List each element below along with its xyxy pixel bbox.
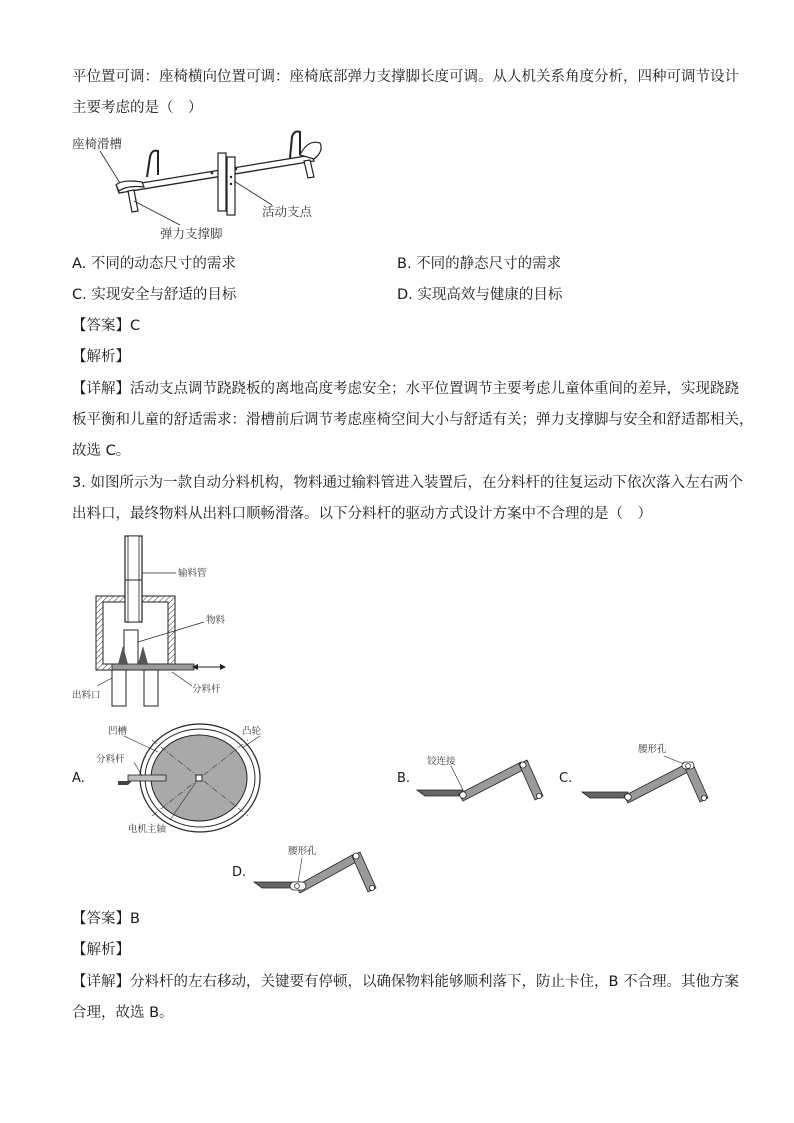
q2-option-d: D. 实现高效与健康的目标	[397, 287, 563, 303]
q2-option-c: C. 实现安全与舒适的目标	[72, 287, 237, 303]
slot-hole-label-c: 腰形孔	[638, 744, 667, 755]
choice-d-letter: D.	[232, 865, 247, 880]
slot-hole-label-d: 腰形孔	[288, 846, 317, 857]
cam-label: 凸轮	[242, 726, 262, 737]
q3-stem-line-2: 出料口，最终物料从出料口顺畅滑落。以下分料杆的驱动方式设计方案中不合理的是（ ）	[72, 506, 652, 522]
q3-detail-line-2: 合理，故选 B。	[72, 1005, 174, 1021]
q2-detail-line-1: 【详解】活动支点调节跷跷板的离地高度考虑安全；水平位置调节主要考虑儿童体重间的差异，实现跷跷	[72, 381, 739, 397]
material-label: 物料	[206, 615, 226, 626]
groove-label: 凹槽	[108, 726, 128, 737]
q2-detail-line-2: 板平衡和儿童的舒适需求：滑槽前后调节考虑座椅空间大小与舒适有关；弹力支撑脚与安全和舒适都相关，	[72, 412, 754, 428]
pivot-label: 活动支点	[262, 204, 313, 219]
choice-b-letter: B.	[397, 771, 411, 786]
outlet-label: 出料口	[72, 690, 101, 701]
q2-option-b: B. 不同的静态尺寸的需求	[397, 256, 562, 272]
rod-label: 分料杆	[96, 754, 125, 765]
q2-detail-line-3: 故选 C。	[72, 443, 131, 459]
mechanism-figure	[72, 530, 252, 710]
seesaw-pivot-posts	[218, 153, 235, 215]
choice-d-slot-figure	[252, 842, 392, 902]
motor-shaft-label: 电机主轴	[128, 824, 167, 835]
divider-rod-label: 分料杆	[192, 684, 221, 695]
seat-slot-label: 座椅滑槽	[72, 136, 123, 151]
q3-analysis-heading: 【解析】	[72, 942, 130, 958]
feed-pipe-label: 输料管	[178, 568, 207, 579]
q3-answer: 【答案】B	[72, 911, 140, 927]
choice-c-letter: C.	[559, 771, 573, 786]
hinge-label: 铰连接	[427, 756, 456, 767]
choice-a-cam-figure	[92, 720, 272, 835]
q3-stem-line-1: 3. 如图所示为一款自动分料机构，物料通过输料管进入装置后，在分料杆的往复运动下依次落入左右两个	[72, 475, 743, 491]
q2-answer: 【答案】C	[72, 318, 141, 334]
choice-b-hinge-figure	[415, 752, 555, 812]
seesaw-figure	[72, 125, 342, 245]
q2-analysis-heading: 【解析】	[72, 349, 130, 365]
q2-stem-line-2: 主要考虑的是（ ）	[72, 100, 203, 116]
q3-detail-line-1: 【详解】分料杆的左右移动，关键要有停顿，以确保物料能够顺利落下，防止卡住，B 不合理。其他方案	[72, 974, 740, 990]
q2-stem-line-1: 平位置可调：座椅横向位置可调：座椅底部弹力支撑脚长度可调。从人机关系角度分析，四种可调节设计	[72, 69, 739, 85]
choice-a-letter: A.	[72, 771, 85, 786]
q2-option-a: A. 不同的动态尺寸的需求	[72, 256, 236, 272]
spring-leg-label: 弹力支撑脚	[160, 226, 223, 241]
choice-c-slot-figure	[580, 740, 720, 810]
